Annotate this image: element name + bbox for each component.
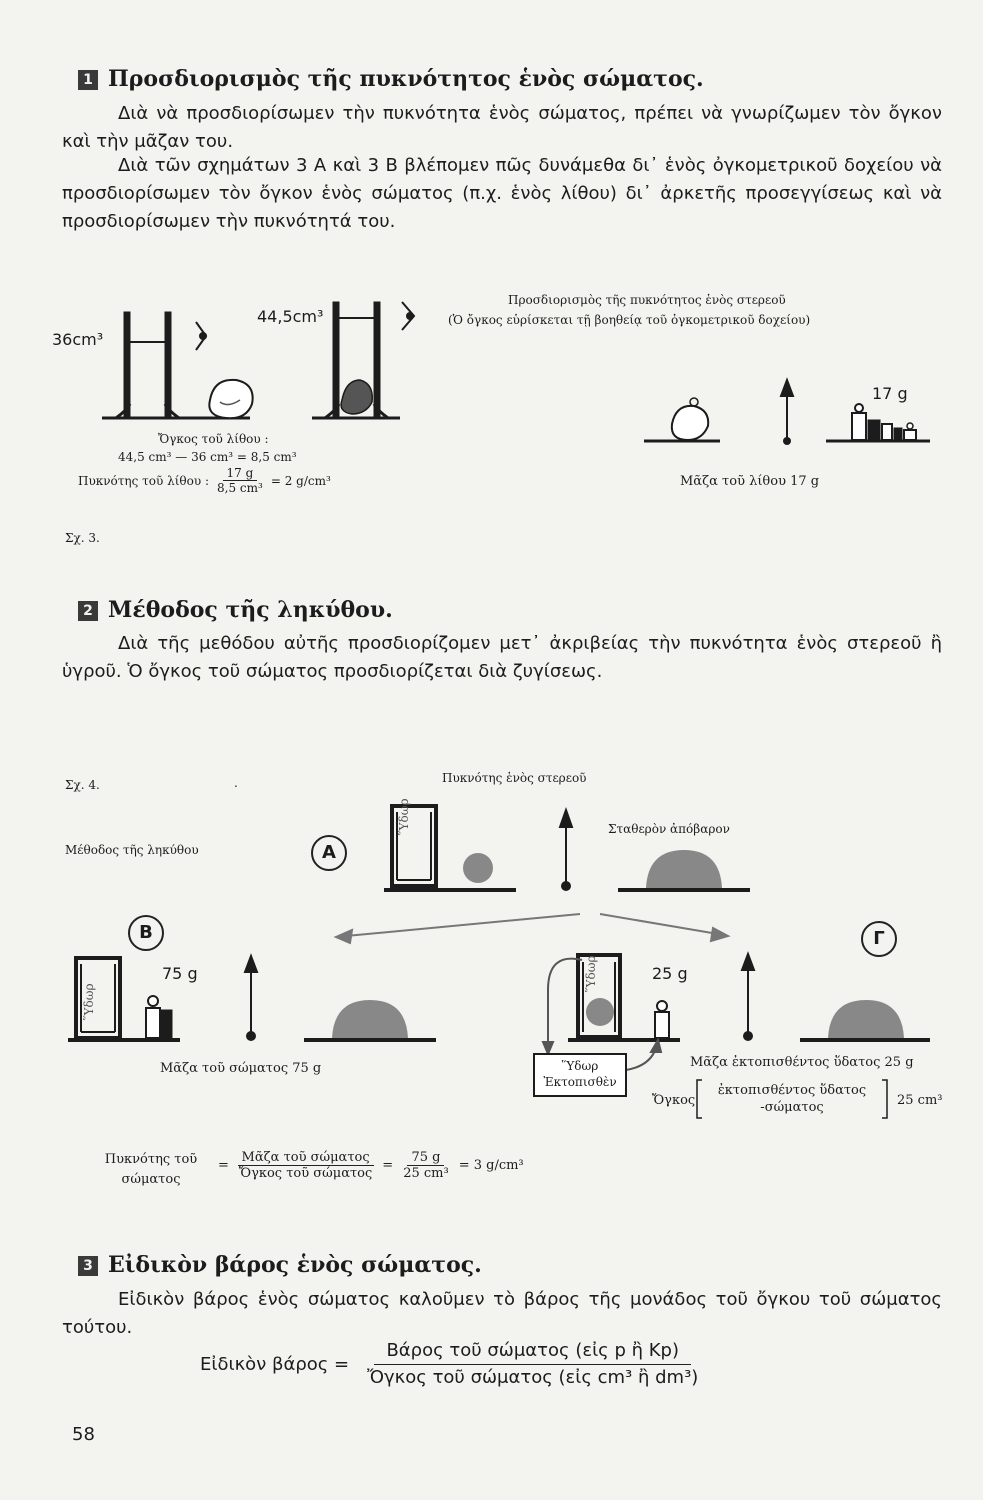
stone-volume-calculation: 44,5 cm³ — 36 cm³ = 8,5 cm³: [118, 450, 297, 464]
volume-g-line-2: -σώματος: [760, 1100, 824, 1115]
density-label-line-2: σώματος: [121, 1172, 181, 1187]
weight-g-label: 25 g: [652, 964, 688, 983]
section-2-title: Μέθοδος τῆς ληκύθου.: [108, 597, 393, 623]
section-3-title: Εἰδικὸν βάρος ἑνὸς σώματος.: [108, 1252, 482, 1278]
figure-3-label: Σχ. 3.: [65, 531, 100, 545]
stone-density-denominator: 8,5 cm³: [217, 481, 263, 495]
displaced-water-label: [538, 1058, 622, 1090]
tare-weight: [618, 850, 750, 890]
volume-g-prefix: Ὄγκος: [652, 1093, 696, 1108]
tare-weight: [800, 1000, 930, 1040]
balance-arrow-icon: [560, 810, 572, 890]
balance-arrow-icon: [742, 954, 754, 1040]
figure-4-label: Σχ. 4.: [65, 778, 100, 792]
water-label-b: Ὕδωρ: [82, 983, 96, 1020]
figure-3-subtitle: (Ὁ ὄγκος εὑρίσκεται τῇ βοηθείᾳ τοῦ ὀγκομετρικοῦ δοχείου): [448, 313, 811, 327]
density-value-denominator: 25 cm³: [403, 1166, 449, 1181]
density-formula: = $\frac{\text{Μᾶζα τοῦ σώματος}}{\text{Ὄγκος τοῦ σώματος}}$ = $\frac{75 g}{\text{25 cm³}}$ = 3 g/cm³: [218, 1150, 524, 1181]
weight-label: 17 g: [872, 384, 908, 403]
volume-g-expression: [706, 1082, 878, 1116]
density-label: [90, 1150, 212, 1190]
section-1-paragraph-1: Διὰ νὰ προσδιορίσωμεν τὴν πυκνότητα ἑνὸς σώματος, πρέπει νὰ γνωρίζωμεν τὸν ὄγκον καὶ τὴν μᾶζαν του.: [62, 103, 942, 152]
cylinder-2-volume-label: 44,5cm³: [257, 307, 324, 326]
figure-4-title: Πυκνότης ἑνὸς στερεοῦ: [442, 771, 587, 785]
density-value-numerator: 75 g: [407, 1150, 444, 1166]
stone-volume-label: Ὄγκος τοῦ λίθου :: [158, 432, 269, 446]
marker-a: A: [311, 835, 347, 871]
water-label-g: Ὕδωρ: [584, 955, 598, 992]
section-3-number: 3: [78, 1256, 98, 1276]
specific-weight-numerator: Βάρος τοῦ σώματος (εἰς p ἢ Kp): [374, 1338, 691, 1365]
section-1-title: Προσδιορισμὸς τῆς πυκνότητος ἑνὸς σώματος.: [108, 66, 704, 92]
marker-g: Γ: [861, 921, 897, 957]
specific-weight-label: Εἰδικὸν βάρος =: [200, 1354, 350, 1375]
displaced-water-line-1: Ὕδωρ: [561, 1059, 599, 1073]
stone-density-label: Πυκνότης τοῦ λίθου :: [78, 473, 210, 488]
tare-weight: [304, 1000, 436, 1040]
stone-mass-caption: Μᾶζα τοῦ λίθου 17 g: [680, 474, 820, 489]
cylinder-1-volume-label: 36cm³: [52, 330, 104, 349]
density-result: = 3 g/cm³: [458, 1158, 524, 1173]
specific-weight-formula: [200, 1338, 710, 1391]
density-denominator: Ὄγκος τοῦ σώματος: [238, 1166, 373, 1181]
page-number: 58: [72, 1424, 95, 1445]
mass-b-caption: Μᾶζα τοῦ σώματος 75 g: [160, 1061, 322, 1076]
water-label-a: Ὕδωρ: [397, 798, 411, 835]
figure-4-dot: .: [234, 776, 238, 790]
section-1-number: 1: [78, 70, 98, 90]
section-1-paragraph-2: Διὰ τῶν σχημάτων 3 Α καὶ 3 Β βλέπομεν πῶς δυνάμεθα δι᾽ ἑνὸς ὀγκομετρικοῦ δοχείου νὰ προσδιορίσωμεν τὸν ὄγκον ἑνὸς σώματος (π.χ. ἑνὸς λίθου) δι᾽ ἀρκετῆς προσεγγίσεως καὶ νὰ προσδιορίσωμεν τὴν πυκνότητά του.: [62, 155, 942, 232]
density-label-line-1: Πυκνότης τοῦ: [104, 1152, 198, 1167]
marker-b: B: [128, 915, 164, 951]
section-3-heading: [78, 1252, 482, 1278]
density-numerator: Μᾶζα τοῦ σώματος: [238, 1150, 374, 1166]
flow-arrows: [336, 914, 728, 943]
stone-density-numerator: 17 g: [223, 466, 258, 481]
stone-density-result: = 2 g/cm³: [270, 473, 331, 488]
displaced-water-line-2: Ἐκτοπισθὲν: [543, 1075, 617, 1089]
volume-g-value: 25 cm³: [897, 1093, 943, 1108]
weight-b-label: 75 g: [162, 964, 198, 983]
section-2-number: 2: [78, 601, 98, 621]
specific-weight-denominator: Ὄγκος τοῦ σώματος (εἰς cm³ ἢ dm³): [367, 1367, 699, 1388]
volume-g-line-1: ἐκτοπισθέντος ὕδατος: [717, 1083, 867, 1098]
mass-g-caption: Μᾶζα ἐκτοπισθέντος ὕδατος 25 g: [690, 1055, 914, 1070]
figure-3-title: Προσδιορισμὸς τῆς πυκνότητος ἑνὸς στερεοῦ: [508, 293, 786, 307]
section-3-paragraph: Εἰδικὸν βάρος ἑνὸς σώματος καλοῦμεν τὸ βάρος τῆς μονάδος τοῦ ὄγκου τοῦ σώματος τούτου.: [62, 1289, 942, 1338]
tare-label: Σταθερὸν ἀπόβαρον: [608, 822, 730, 836]
method-label: Μέθοδος τῆς ληκύθου: [65, 843, 199, 857]
balance-arrow-icon: [245, 956, 257, 1040]
section-2-paragraph: Διὰ τῆς μεθόδου αὐτῆς προσδιορίζομεν μετ᾽ ἀκριβείας τὴν πυκνότητα ἑνὸς στερεοῦ ἢ ὑγροῦ. Ὁ ὄγκος τοῦ σώματος προσδιορίζεται διὰ ζυγίσεως.: [62, 633, 942, 682]
